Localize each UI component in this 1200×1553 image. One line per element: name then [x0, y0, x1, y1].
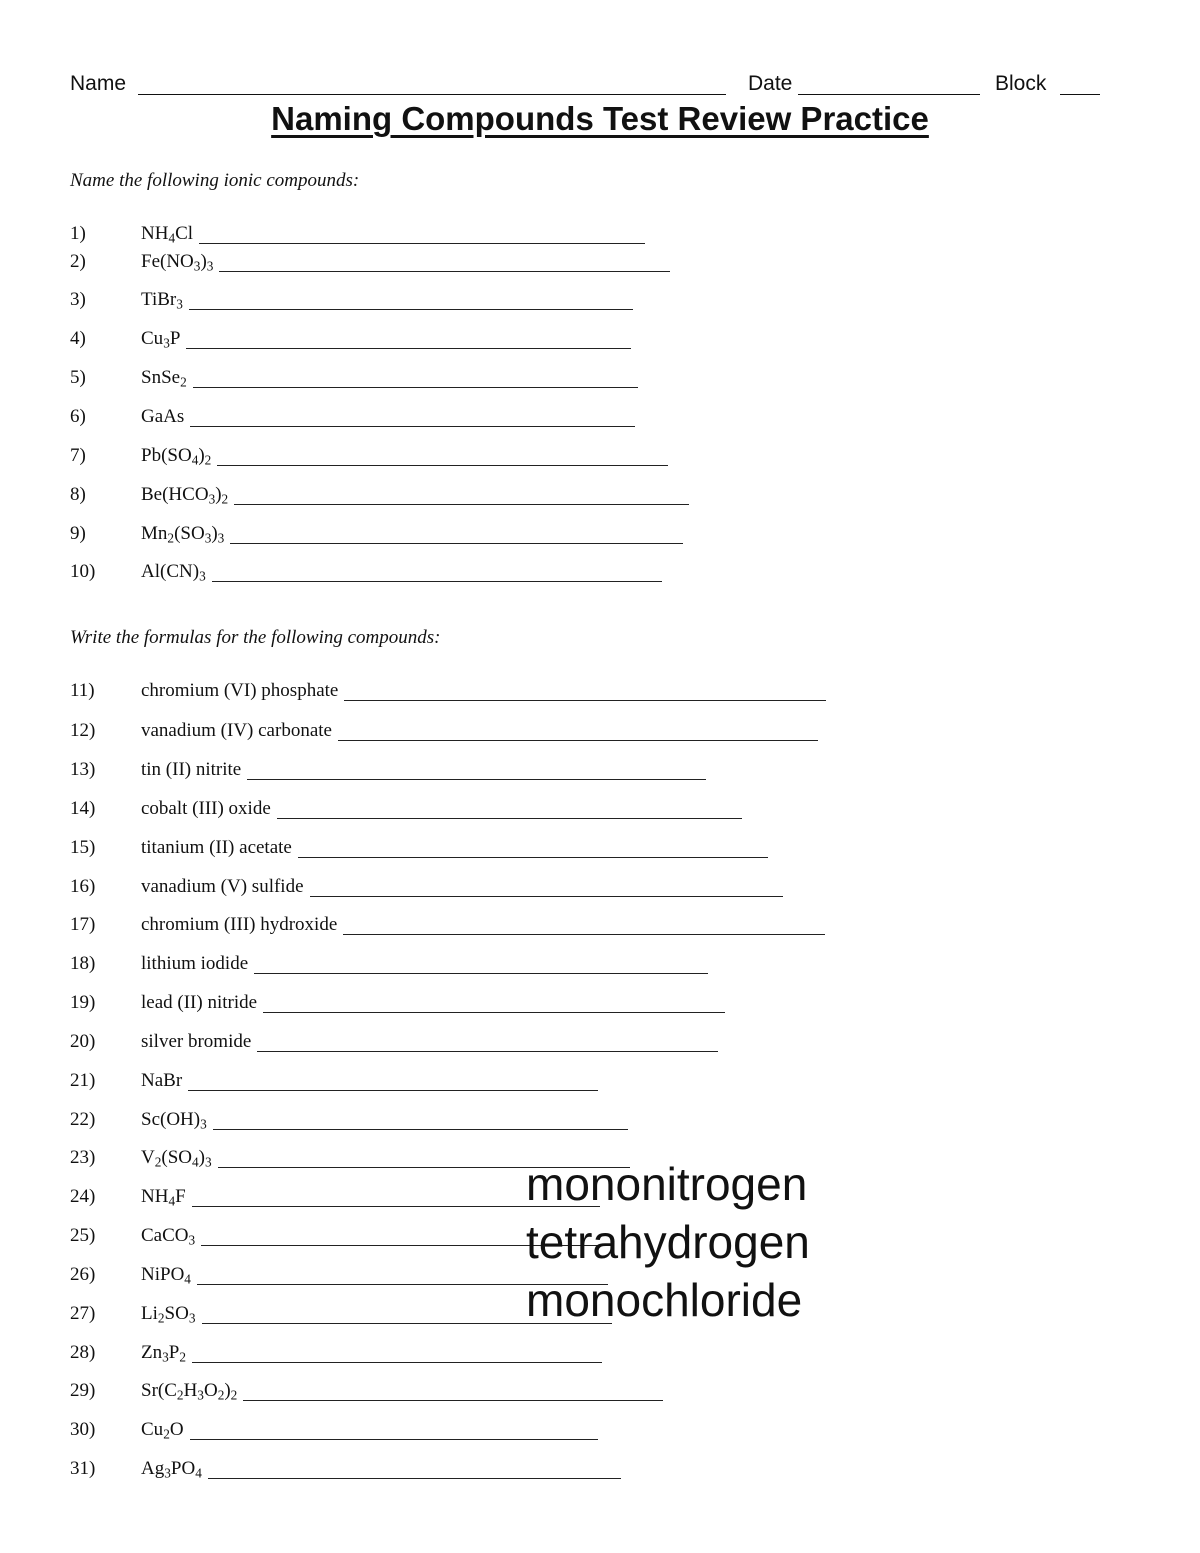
handwritten-answer [526, 1155, 810, 1329]
question-prompt: $Sr(C_2H_3O_2)_2$ [141, 1380, 238, 1403]
answer-line-2: tetrahydrogen [526, 1216, 810, 1268]
question-number: 15) [70, 837, 96, 858]
question-prompt: cobalt (III) oxide [141, 798, 271, 819]
question-prompt: $Pb(SO_4)_2$ [141, 445, 212, 468]
question-number: 18) [70, 953, 96, 974]
question-number: 14) [70, 798, 96, 819]
answer-blank[interactable] [188, 1090, 598, 1091]
question-prompt: vanadium (IV) carbonate [141, 720, 332, 741]
answer-blank[interactable] [186, 348, 631, 349]
question-number: 29) [70, 1380, 96, 1401]
answer-blank[interactable] [298, 857, 768, 858]
date-label: Date [748, 72, 793, 95]
question-prompt: chromium (VI) phosphate [141, 680, 339, 701]
answer-blank[interactable] [193, 387, 638, 388]
answer-blank[interactable] [338, 740, 818, 741]
header-line [70, 72, 1110, 102]
question-prompt: $Li_2SO_3$ [141, 1303, 196, 1326]
answer-blank[interactable] [263, 1012, 725, 1013]
question-prompt: SnSe$_2$ [141, 367, 187, 390]
answer-line-3: monochloride [526, 1274, 803, 1326]
answer-blank[interactable] [343, 934, 825, 935]
answer-blank[interactable] [199, 243, 645, 244]
answer-blank[interactable] [230, 543, 683, 544]
question-number: 5) [70, 367, 86, 388]
question-number: 22) [70, 1109, 96, 1130]
question-number: 6) [70, 406, 86, 427]
question-prompt: $Cu_2O$ [141, 1419, 184, 1442]
question-prompt: $Cu_3P$ [141, 328, 181, 351]
question-number: 24) [70, 1186, 96, 1207]
question-prompt: lead (II) nitride [141, 992, 258, 1013]
question-prompt: $Zn_3P_2$ [141, 1342, 186, 1365]
answer-line-1: mononitrogen [526, 1158, 808, 1210]
question-prompt: $Ag_3PO_4$ [141, 1458, 202, 1481]
question-number: 16) [70, 876, 96, 897]
answer-blank[interactable] [219, 271, 670, 272]
question-prompt: CaCO$_3$ [141, 1225, 196, 1248]
question-number: 23) [70, 1147, 96, 1168]
question-prompt: GaAs [141, 406, 185, 427]
answer-blank[interactable] [257, 1051, 718, 1052]
answer-blank[interactable] [310, 896, 783, 897]
question-prompt: $NH_4F$ [141, 1186, 186, 1209]
answer-blank[interactable] [344, 700, 826, 701]
question-prompt: $Mn_2(SO_3)_3$ [141, 523, 225, 546]
question-number: 27) [70, 1303, 96, 1324]
section2-instruction: Write the formulas for the following compounds: [70, 627, 441, 648]
question-prompt: $Be(HCO_3)_2$ [141, 484, 229, 507]
question-number: 30) [70, 1419, 96, 1440]
question-prompt: NaBr [141, 1070, 183, 1091]
answer-blank[interactable] [190, 426, 635, 427]
question-prompt: NiPO$_4$ [141, 1264, 191, 1287]
name-label: Name [70, 72, 127, 95]
question-number: 2) [70, 251, 86, 272]
question-number: 4) [70, 328, 86, 349]
question-prompt: TiBr$_3$ [141, 289, 183, 312]
question-prompt: tin (II) nitrite [141, 759, 242, 780]
question-prompt: titanium (II) acetate [141, 837, 292, 858]
question-prompt: $V_2(SO_4)_3$ [141, 1147, 212, 1170]
answer-blank[interactable] [189, 309, 633, 310]
question-number: 26) [70, 1264, 96, 1285]
answer-blank[interactable] [212, 581, 662, 582]
question-prompt: vanadium (V) sulfide [141, 876, 304, 897]
answer-blank[interactable] [247, 779, 706, 780]
question-number: 19) [70, 992, 96, 1013]
question-prompt: chromium (III) hydroxide [141, 914, 338, 935]
question-prompt: $NH_4Cl$ [141, 223, 194, 246]
name-blank[interactable] [138, 72, 726, 95]
question-number: 25) [70, 1225, 96, 1246]
question-number: 17) [70, 914, 96, 935]
answer-blank[interactable] [277, 818, 742, 819]
answer-blank[interactable] [190, 1439, 598, 1440]
question-number: 3) [70, 289, 86, 310]
block-blank[interactable] [1060, 72, 1100, 95]
question-number: 21) [70, 1070, 96, 1091]
question-prompt: silver bromide [141, 1031, 252, 1052]
block-label: Block [995, 72, 1047, 95]
answer-blank[interactable] [243, 1400, 663, 1401]
answer-blank[interactable] [192, 1362, 602, 1363]
question-number: 11) [70, 680, 95, 701]
question-number: 31) [70, 1458, 96, 1479]
answer-blank[interactable] [208, 1478, 621, 1479]
question-prompt: $Fe(NO_3)_3$ [141, 251, 214, 274]
question-prompt: $Sc(OH)_3$ [141, 1109, 207, 1132]
question-number: 12) [70, 720, 96, 741]
question-number: 20) [70, 1031, 96, 1052]
answer-blank[interactable] [217, 465, 668, 466]
question-number: 8) [70, 484, 86, 505]
answer-blank[interactable] [213, 1129, 628, 1130]
question-prompt: $Al(CN)_3$ [141, 561, 206, 584]
question-number: 10) [70, 561, 96, 582]
question-prompt: lithium iodide [141, 953, 249, 974]
date-blank[interactable] [798, 72, 980, 95]
answer-blank[interactable] [254, 973, 708, 974]
question-number: 13) [70, 759, 96, 780]
question-number: 1) [70, 223, 86, 244]
answer-blank[interactable] [234, 504, 689, 505]
question-number: 28) [70, 1342, 96, 1363]
section1-instruction: Name the following ionic compounds: [70, 170, 360, 191]
question-number: 7) [70, 445, 86, 466]
question-number: 9) [70, 523, 86, 544]
page-title: Naming Compounds Test Review Practice [271, 100, 929, 137]
